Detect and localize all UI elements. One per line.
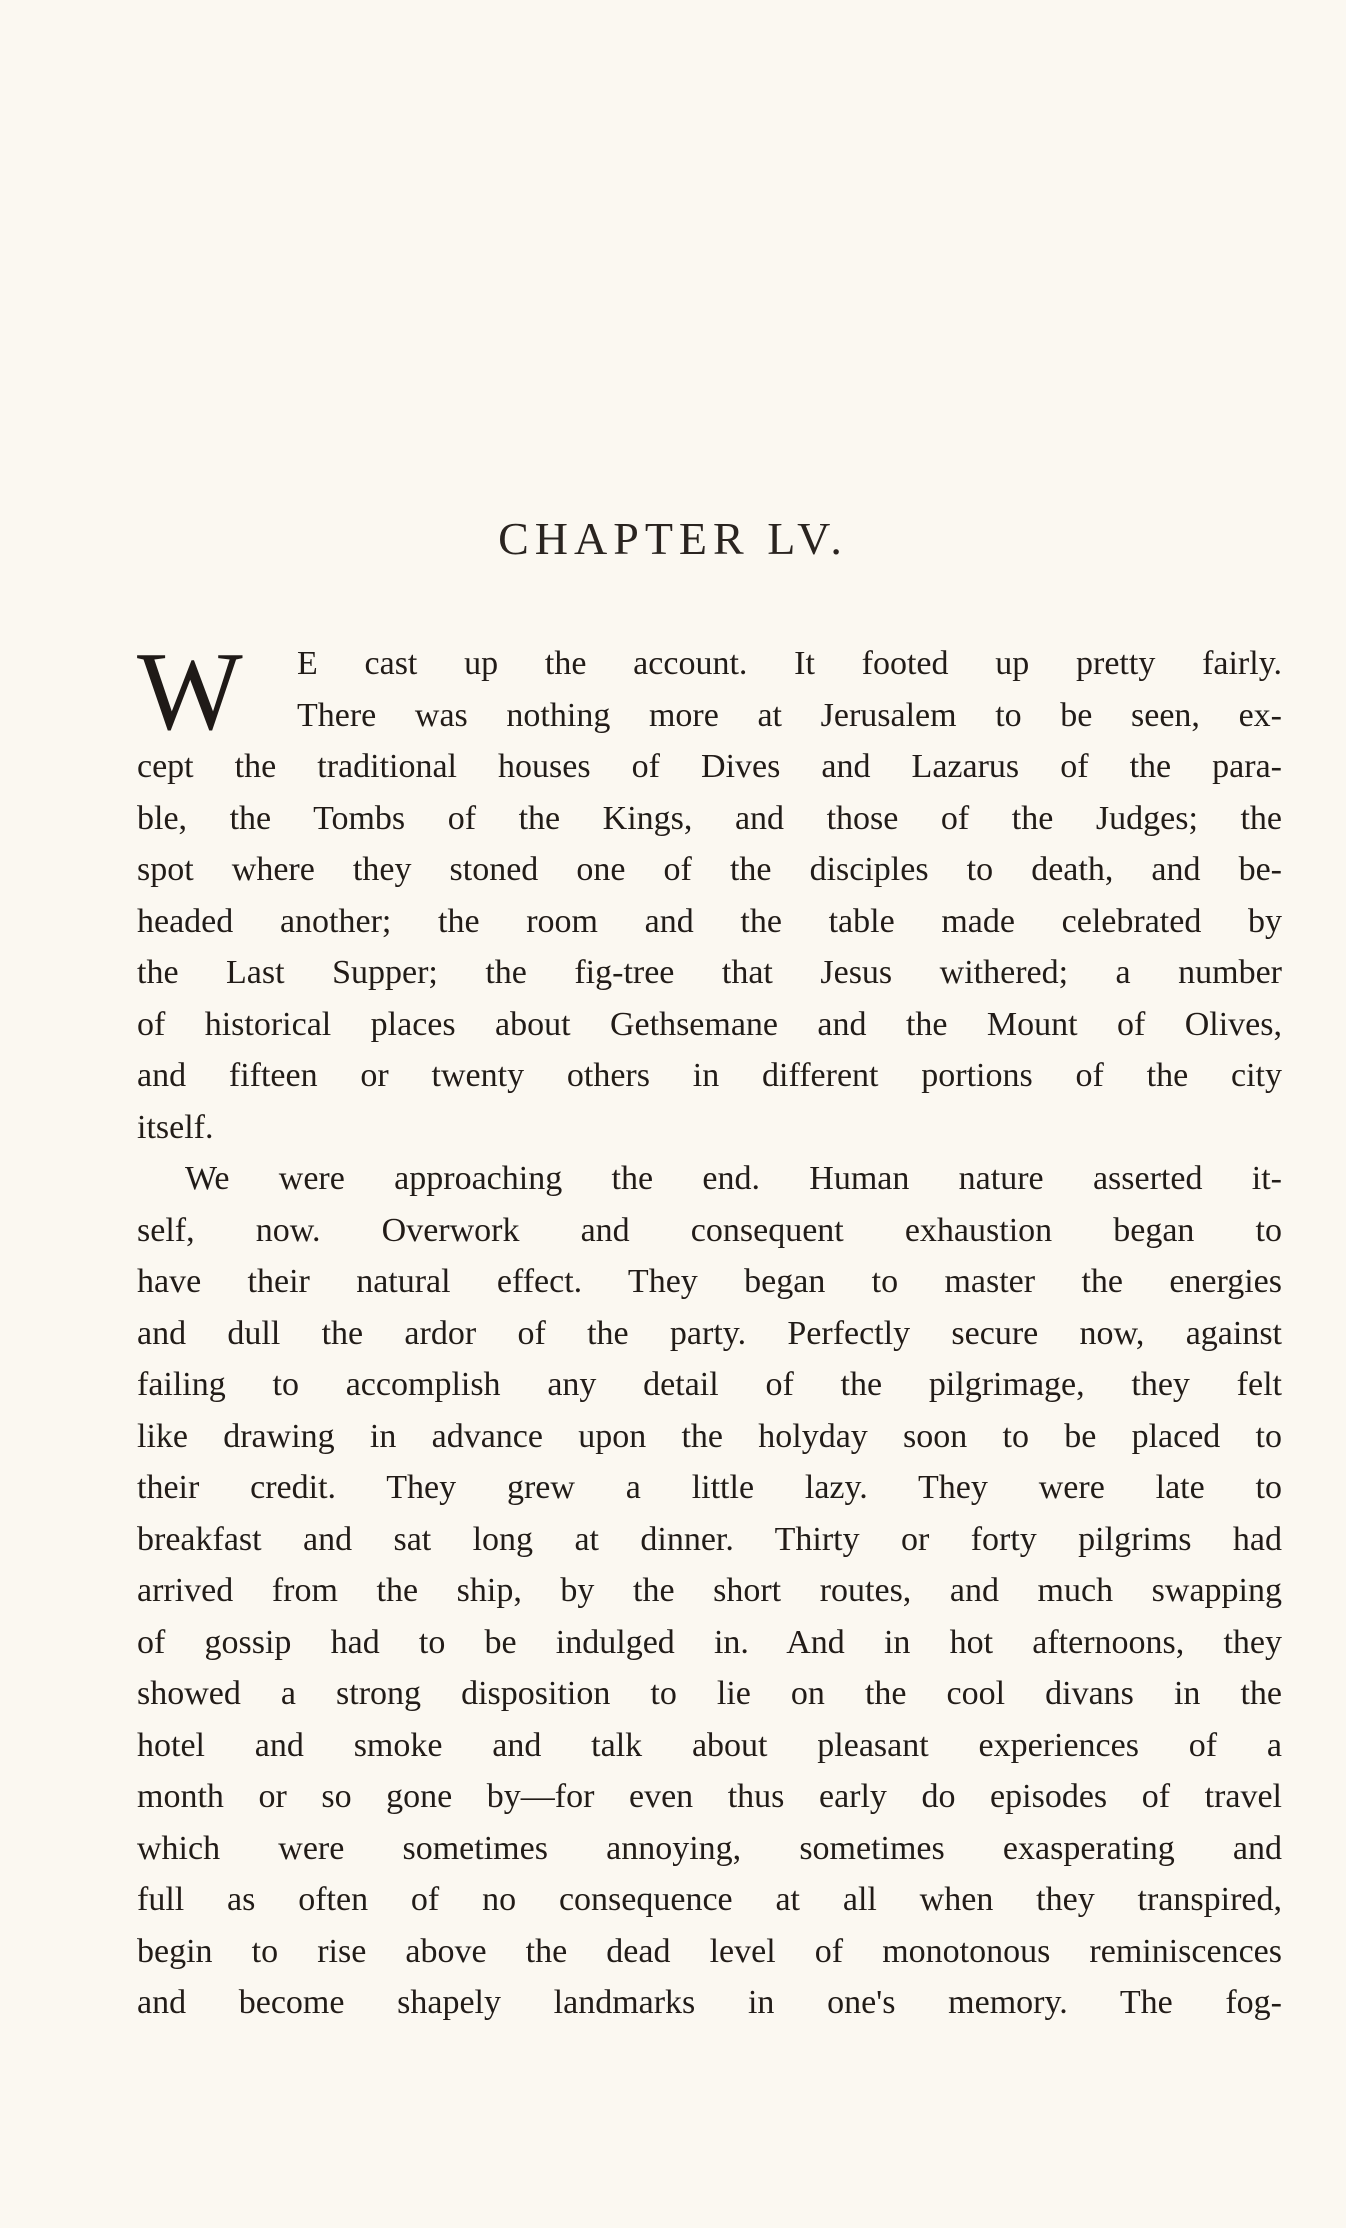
text-line: itself. bbox=[137, 1108, 214, 1146]
chapter-title: CHAPTER LV. bbox=[498, 513, 848, 564]
text-line: spot where they stoned one of the disciples to death, and be- bbox=[137, 851, 1282, 888]
text-line: hotel and smoke and talk about pleasant experiences of a bbox=[137, 1726, 1282, 1764]
drop-cap: W bbox=[137, 630, 243, 754]
text-line: E cast up the account. It footed up pretty fairly. bbox=[297, 645, 1282, 682]
text-line: begin to rise above the dead level of monotonous reminiscences bbox=[137, 1932, 1282, 1970]
text-line: of gossip had to be indulged in. And in hot afternoons, they bbox=[137, 1623, 1282, 1661]
text-line: have their natural effect. They began to master the energies bbox=[137, 1263, 1282, 1300]
text-line: and become shapely landmarks in one's memory. The fog- bbox=[137, 1984, 1282, 2021]
text-line: full as often of no consequence at all when they transpired, bbox=[137, 1881, 1282, 1918]
text-line: failing to accomplish any detail of the pilgrimage, they felt bbox=[137, 1366, 1282, 1403]
text-line: which were sometimes annoying, sometimes exasperating and bbox=[137, 1829, 1282, 1867]
text-line: ble, the Tombs of the Kings, and those of the Judges; the bbox=[137, 799, 1282, 837]
text-line: month or so gone by—for even thus early do episodes of travel bbox=[137, 1778, 1282, 1815]
text-line: breakfast and sat long at dinner. Thirty or forty pilgrims had bbox=[137, 1520, 1282, 1558]
body-text bbox=[137, 630, 1282, 2029]
text-line: showed a strong disposition to lie on the cool divans in the bbox=[137, 1675, 1282, 1712]
text-line: of historical places about Gethsemane and the Mount of Olives, bbox=[137, 1005, 1282, 1043]
text-line: their credit. They grew a little lazy. They were late to bbox=[137, 1469, 1282, 1506]
text-line: We were approaching the end. Human nature asserted it- bbox=[185, 1160, 1282, 1197]
text-line: like drawing in advance upon the holyday soon to be placed to bbox=[137, 1417, 1282, 1455]
text-line: the Last Supper; the fig-tree that Jesus withered; a number bbox=[137, 954, 1282, 991]
text-line: headed another; the room and the table made celebrated by bbox=[137, 902, 1282, 940]
text-line: and fifteen or twenty others in different portions of the city bbox=[137, 1057, 1282, 1094]
text-line: arrived from the ship, by the short routes, and much swapping bbox=[137, 1572, 1282, 1609]
text-line: There was nothing more at Jerusalem to be seen, ex- bbox=[297, 696, 1282, 734]
text-line: self, now. Overwork and consequent exhaustion began to bbox=[137, 1211, 1282, 1249]
text-line: cept the traditional houses of Dives and Lazarus of the para- bbox=[137, 748, 1282, 785]
text-line: and dull the ardor of the party. Perfectly secure now, against bbox=[137, 1314, 1282, 1352]
